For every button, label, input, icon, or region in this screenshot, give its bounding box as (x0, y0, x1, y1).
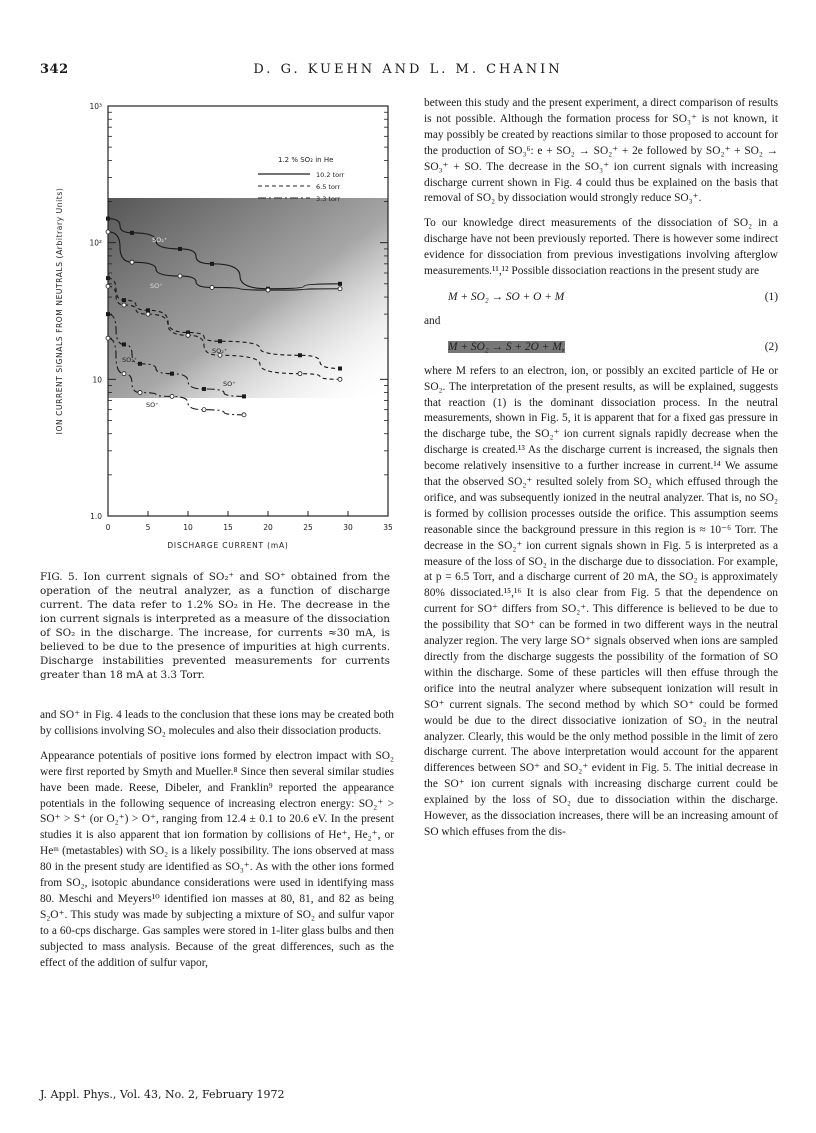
curve-label-so-6: SO⁺ (223, 380, 236, 388)
paragraph: between this study and the present experiment, a direct comparison of results is not possible. Although the formation process for SO₃⁺ is not known, it may possibly be created by reactions similar to those proposed to account for the production of SO₃⁶: e + SO₂ → SO₂⁺ + 2e followed by SO₂⁺ + SO₂ → SO₃⁺ + SO. The decrease in the SO₃⁺ ion current signals with increasing discharge current shown in Fig. 4 could thus be explained on the basis that removal of SO₂ by dissociation would strongly reduce SO₃⁺. (424, 97, 778, 205)
data-point-open (122, 372, 126, 376)
equation-highlight: M + SO₂ → S + 2O + M, (448, 340, 565, 353)
data-point-open (146, 312, 150, 316)
data-point-open (210, 285, 214, 289)
footer-citation: J. Appl. Phys., Vol. 43, No. 2, February 1972 (40, 1088, 285, 1101)
x-tick-label: 0 (105, 523, 111, 532)
paragraph: and SO⁺ in Fig. 4 leads to the conclusion that these ions may be created both by collisions involving SO₂ molecules and also their dissociation products. (40, 709, 394, 737)
data-point-filled (122, 298, 126, 302)
x-tick-label: 10 (183, 523, 193, 532)
x-tick-label: 25 (303, 523, 313, 532)
data-point-open (338, 287, 342, 291)
legend-item-3-3-torr: 3.3 torr (316, 195, 341, 203)
curve-label-so-3: SO⁺ (146, 401, 159, 409)
y-tick-label: 1.0 (90, 512, 102, 521)
data-point-open (266, 288, 270, 292)
data-point-filled (170, 372, 174, 376)
curve-label-so2-3: SO₂⁺ (122, 356, 138, 364)
equation-number: (1) (764, 290, 778, 303)
running-head: D. G. KUEHN AND L. M. CHANIN (253, 62, 563, 77)
data-point-open (202, 408, 206, 412)
data-point-open (298, 372, 302, 376)
paragraph: where M refers to an electron, ion, or possibly an excited particle of He or SO₂. The interpretation of the present results, as will be explained, suggests that reaction (1) is the dominant dissociation process. In the neutral measurements, shown in Fig. 5, it is apparent that for a fixed gas pressure in the discharge tube, the SO₂⁺ ion current signals rapidly decrease when the discharge is created.¹³ As the discharge current is increased, the signals then become relatively insensitive to a further increase in current.¹⁴ We assume that the observed SO₂⁺ resulted solely from SO₂ which effused through the orifice, and was subsequently ionized in the neutral analyzer. That is, no SO₂ is formed by collision processes outside the orifice. This assumption seems reasonable since the background pressure in this region is ≈ 10⁻⁶ Torr. The decrease in the SO₂⁺ ion current signals shown in Fig. 5 is interpreted as a measure of the loss of SO₂ in the discharge due to dissociation. For example, at p = 6.5 Torr, and a discharge current of 20 mA, the SO₂ is approximately 80% dissociated.¹⁵,¹⁶ It is also clear from Fig. 5 that the dependence on current for SO⁺ differs from SO₂⁺. This difference is believed to be due to the possibility that SO⁺ can be formed in two different ways in the neutral analyzer region. The very large SO⁺ signals observed when ions are sampled directly from the discharge suggests the possibility of the formation of SO within the discharge. Some of these particles will then effuse through the orifice into the neutral analyzer where subsequent ionization will result in SO⁺ current signals. The second method by which SO⁺ could be formed would be due to the direct dissociative ionization of SO₂ in the neutral analyzer. Clearly, this would be the only method possible in the limit of zero discharge current. The above interpretation would account for the apparent differences between SO⁺ and SO₂⁺ evident in Fig. 5. The initial decrease in the SO⁺ ion current signals with increasing discharge current could be explained by the loss of SO₂ due to dissociation within the discharge. However, as the dissociation increases, there will be an increasing amount of SO which effuses from the dis- (424, 364, 778, 838)
data-point-filled (106, 276, 110, 280)
curve-label-so-10: SO⁺ (150, 282, 163, 290)
page-number: 342 (40, 62, 69, 77)
equation-2 (424, 340, 778, 356)
data-point-open (186, 333, 190, 337)
figure-caption: FIG. 5. Ion current signals of SO₂⁺ and SO⁺ obtained from the operation of the neutral analyzer, as a function of discharge current. The data refer to 1.2% SO₂ in He. The decrease in the ion current signals is interpreted as a measure of the dissociation of SO₂ in the discharge. The increase, for currents ≈30 mA, is believed to be due to the presence of impurities at high currents. Discharge instabilities prevented measurements for currents greater than 18 mA at 3.3 Torr. (40, 571, 390, 681)
data-point-filled (106, 312, 110, 316)
data-point-open (242, 413, 246, 417)
legend-item-10-2-torr: 10.2 torr (316, 171, 345, 179)
right-column (424, 96, 778, 850)
x-tick-label: 35 (383, 523, 393, 532)
data-point-filled (218, 339, 222, 343)
x-axis-label: DISCHARGE CURRENT (mA) (167, 541, 289, 550)
paragraph: To our knowledge direct measurements of the dissociation of SO₂ in a discharge have not been previously reported. There is however some indirect evidence for dissociation from previous investigations involving afterglow measurements.¹¹,¹² Possible dissociation reactions in the present study are (424, 217, 778, 278)
y-tick-label: 10² (89, 238, 102, 248)
curve-label-so2-6: SO₂⁺ (212, 347, 228, 355)
x-tick-label: 5 (145, 523, 151, 532)
x-tick-label: 20 (263, 523, 273, 532)
equation-expr (424, 340, 565, 356)
data-point-open (138, 391, 142, 395)
data-point-open (106, 336, 110, 340)
x-tick-label: 30 (343, 523, 353, 532)
data-point-open (170, 394, 174, 398)
data-point-filled (242, 394, 246, 398)
y-axis-label: ION CURRENT SIGNALS FROM NEUTRALS (Arbitrary Units) (55, 187, 64, 435)
data-point-open (130, 260, 134, 264)
data-point-open (106, 284, 110, 288)
data-point-filled (210, 262, 214, 266)
legend-item-6-5-torr: 6.5 torr (316, 183, 341, 191)
equation-expr: M + SO₂ → SO + O + M (448, 290, 565, 303)
data-point-open (106, 230, 110, 234)
x-tick-label: 15 (223, 523, 233, 532)
left-column (40, 708, 394, 981)
data-point-filled (298, 353, 302, 357)
data-point-filled (178, 247, 182, 251)
equation-connector: and (424, 314, 441, 327)
curve-label-so2-10: SO₂⁺ (152, 236, 168, 244)
y-tick-label: 10³ (89, 102, 102, 111)
legend-title: 1.2 % SO₂ in He (278, 156, 334, 164)
data-point-filled (202, 387, 206, 391)
data-point-filled (146, 308, 150, 312)
data-point-filled (106, 217, 110, 221)
equation-number: (2) (764, 340, 778, 353)
equation-1 (424, 290, 778, 306)
paragraph: Appearance potentials of positive ions formed by electron impact with SO₂ were first reported by Smyth and Mueller.⁸ Since then several similar studies have been made. Reese, Dibeler, and Franklin⁹ reported the appearance potentials in the following sequence of increasing electron energy: SO₂⁺ > SO⁺ > S⁺ (or O₂⁺) > O⁺, ranging from 12.4 ± 0.1 to 20.6 eV. In the present studies it is also apparent that ion formation by collisions of He⁺, He₂⁺, or Heᵐ (metastables) with SO₂ is a likely possibility. The ions observed at mass 80 in the present study are identified as SO₃⁺. As with the other ions formed from SO₂, isotopic abundance considerations were used in identifying mass 80. Meschi and Meyers¹⁰ identified ion masses at 80, 81, and 82 as being S₂O⁺. This study was made by subjecting a mixture of SO₂ and sulfur vapor to a 60-cps discharge. Gas samples were stored in 1-liter glass bulbs and then subjected to mass analysis. Because of the great differences, such as the effect of the addition of sulfur vapor, (40, 749, 394, 969)
data-point-filled (338, 282, 342, 286)
data-point-open (178, 274, 182, 278)
data-point-filled (338, 367, 342, 371)
scan-shadow (108, 198, 388, 398)
figure-5-chart (40, 92, 393, 552)
data-point-filled (122, 342, 126, 346)
y-tick-label: 10 (92, 375, 102, 385)
data-point-filled (130, 231, 134, 235)
data-point-open (122, 303, 126, 307)
data-point-filled (138, 362, 142, 366)
data-point-open (338, 377, 342, 381)
